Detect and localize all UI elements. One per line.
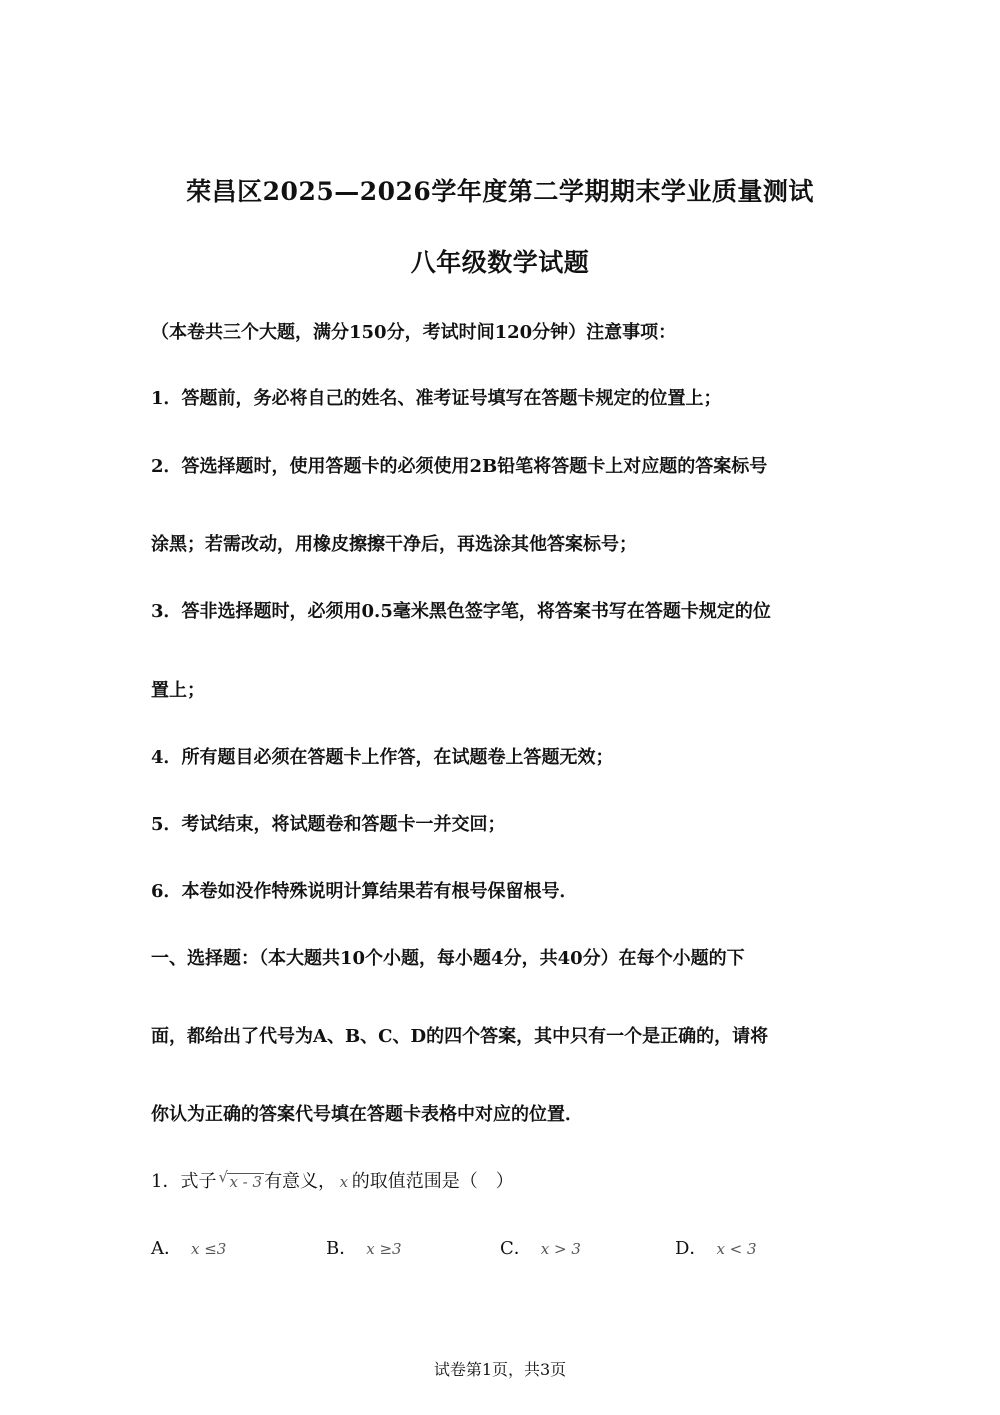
radicand: x - 3 (229, 1173, 263, 1191)
notice-item-6: 6．本卷如没作特殊说明计算结果若有根号保留根号． (151, 881, 578, 902)
option-b-label: B． (326, 1238, 358, 1259)
option-c (500, 1234, 581, 1260)
question-1-variable: x (339, 1173, 349, 1191)
option-d (675, 1234, 757, 1260)
option-d-label: D． (675, 1238, 708, 1259)
option-a-expr: x ≤3 (191, 1240, 227, 1258)
option-c-expr: x > 3 (540, 1240, 581, 1258)
notice-item-2-cont: 涂黑；若需改动，用橡皮擦擦干净后，再选涂其他答案标号； (151, 534, 637, 555)
notice-item-1: 1．答题前，务必将自己的姓名、准考证号填写在答题卡规定的位置上； (151, 388, 722, 409)
question-1-suffix: 的取值范围是（ ） (351, 1171, 514, 1192)
section1-instructions-line2: 面，都给出了代号为A、B、C、D的四个答案，其中只有一个是正确的，请将 (151, 1026, 769, 1047)
option-c-label: C． (500, 1238, 532, 1259)
question-1-stem (151, 1167, 514, 1193)
section1-instructions-line1: 一、选择题：（本大题共10个小题，每小题4分，共40分）在每个小题的下 (151, 948, 745, 969)
notice-item-4: 4．所有题目必须在答题卡上作答，在试题卷上答题无效； (151, 747, 614, 768)
option-b-expr: x ≥3 (366, 1240, 402, 1258)
page-footer: 试卷第1页，共3页 (433, 1360, 567, 1379)
notice-item-3-cont: 置上； (151, 680, 205, 701)
section1-instructions-line3: 你认为正确的答案代号填在答题卡表格中对应的位置． (151, 1104, 583, 1125)
notice-item-3: 3．答非选择题时，必须用0.5毫米黑色签字笔，将答案书写在答题卡规定的位 (151, 601, 771, 622)
exam-subtitle: 八年级数学试题 (410, 248, 590, 277)
option-a (151, 1234, 226, 1260)
question-1-middle: 有意义， (264, 1171, 337, 1192)
radical-sign-icon: √ (218, 1168, 229, 1186)
option-a-label: A． (151, 1238, 182, 1259)
question-1-prefix: 1．式子 (151, 1171, 217, 1192)
radical-expression (218, 1168, 264, 1192)
option-d-expr: x < 3 (716, 1240, 757, 1258)
notice-item-2: 2．答选择题时，使用答题卡的必须使用2B铅笔将答题卡上对应题的答案标号 (151, 456, 768, 477)
option-b (326, 1234, 402, 1260)
notice-header: （本卷共三个大题，满分150分，考试时间120分钟）注意事项： (151, 322, 677, 343)
notice-item-5: 5．考试结束，将试题卷和答题卡一并交回； (151, 814, 506, 835)
exam-title: 荣昌区2025—2026学年度第二学期期末学业质量测试 (186, 177, 814, 206)
